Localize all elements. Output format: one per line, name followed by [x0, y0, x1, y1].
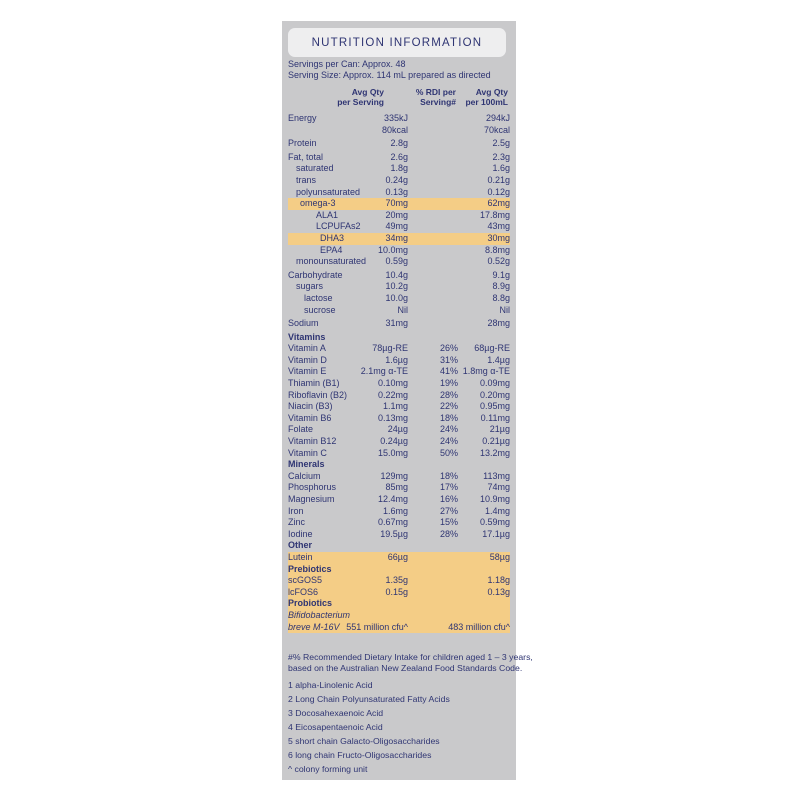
- row-label: Folate: [288, 424, 314, 435]
- table-row: [288, 175, 510, 187]
- row-label: Vitamin B6: [288, 412, 332, 423]
- row-label: sugars: [296, 281, 324, 292]
- row-value-c1: 34mg: [385, 232, 408, 243]
- row-value-c3: 1.18g: [487, 575, 510, 586]
- row-value-c1: 2.6g: [390, 151, 408, 162]
- row-label: Protein: [288, 138, 317, 149]
- row-value-c2: 22%: [439, 401, 458, 412]
- footnote-7: ^ colony forming unit: [288, 764, 368, 774]
- row-label: Zinc: [288, 517, 306, 528]
- table-row: [288, 210, 510, 222]
- row-label: Minerals: [288, 459, 325, 470]
- serving-size: Serving Size: Approx. 114 mL prepared as directed: [288, 70, 491, 80]
- table-row: [288, 506, 510, 518]
- table-row: [288, 187, 510, 199]
- row-value-c3: 483 million cfu^: [448, 621, 510, 632]
- row-label: DHA3: [320, 232, 345, 243]
- row-label: lcFOS6: [288, 586, 319, 597]
- table-row: [288, 293, 510, 305]
- header-rdi-per-serving: % RDI per Serving#: [415, 87, 456, 107]
- row-label: Vitamin B12: [288, 436, 337, 447]
- row-value-c3: 68µg-RE: [474, 343, 510, 354]
- table-row: [288, 256, 510, 268]
- row-value-c3: 1.8mg α-TE: [462, 366, 510, 377]
- row-label: Prebiotics: [288, 563, 332, 574]
- row-value-c1: 10.0mg: [377, 244, 408, 255]
- row-label: Iodine: [288, 528, 313, 539]
- table-row: [288, 517, 510, 529]
- row-value-c3: 0.12g: [487, 186, 510, 197]
- table-row: [288, 482, 510, 494]
- table-row: [288, 305, 510, 317]
- row-value-c3: Nil: [499, 304, 510, 315]
- row-value-c1: 2.8g: [390, 138, 408, 149]
- row-label: scGOS5: [288, 575, 323, 586]
- table-row: [288, 390, 510, 402]
- row-value-c3: 8.8g: [492, 292, 510, 303]
- row-value-c1: 0.24µg: [380, 436, 408, 447]
- row-value-c3: 74mg: [487, 482, 510, 493]
- row-value-c3: 17.8mg: [479, 209, 510, 220]
- table-row: [288, 366, 510, 378]
- row-value-c1: 10.0g: [385, 292, 408, 303]
- row-value-c1: 0.10mg: [377, 378, 408, 389]
- table-row: [288, 245, 510, 257]
- table-row: [288, 233, 510, 245]
- section-header: [288, 459, 510, 471]
- row-label: Carbohydrate: [288, 269, 343, 280]
- row-value-c1: 1.35g: [385, 575, 408, 586]
- row-value-c3: 30mg: [487, 232, 510, 243]
- table-row: [288, 113, 510, 125]
- row-value-c1: 80kcal: [381, 124, 408, 135]
- footnote-rdi: #% Recommended Dietary Intake for children aged 1 – 3 years, based on the Australian New Zealand Food Standards Code.: [288, 652, 533, 673]
- row-value-c1: 335kJ: [383, 113, 408, 123]
- row-value-c3: 0.09mg: [479, 378, 510, 389]
- row-value-c3: 70kcal: [483, 124, 510, 135]
- row-value-c2: 17%: [439, 482, 458, 493]
- row-label: breve M-16V: [288, 621, 340, 632]
- row-value-c3: 0.59mg: [479, 517, 510, 528]
- row-label: Phosphorus: [288, 482, 337, 493]
- footnote-1: 1 alpha-Linolenic Acid: [288, 680, 373, 690]
- footnote-5: 5 short chain Galacto-Oligosaccharides: [288, 736, 440, 746]
- row-label: Vitamins: [288, 331, 326, 342]
- table-row: [288, 378, 510, 390]
- section-header: [288, 598, 510, 610]
- row-value-c3: 113mg: [483, 470, 510, 481]
- row-value-c2: 41%: [439, 366, 458, 377]
- table-row: [288, 529, 510, 541]
- row-label: polyunsaturated: [296, 186, 361, 197]
- row-value-c2: 50%: [439, 447, 458, 458]
- row-label: Riboflavin (B2): [288, 389, 348, 400]
- row-label: Energy: [288, 113, 317, 123]
- row-label: Iron: [288, 505, 304, 516]
- row-value-c1: 0.13g: [385, 186, 408, 197]
- row-label: Magnesium: [288, 494, 335, 504]
- row-value-c1: 0.13mg: [377, 412, 408, 423]
- row-value-c1: 70mg: [385, 198, 408, 209]
- nutrition-panel: [282, 21, 533, 780]
- row-value-c1: 0.15g: [385, 586, 408, 597]
- row-value-c1: 20mg: [385, 209, 408, 220]
- row-value-c3: 294kJ: [485, 113, 510, 123]
- row-value-c3: 8.8mg: [484, 244, 510, 255]
- row-value-c3: 9.1g: [492, 269, 510, 280]
- row-label: monounsaturated: [296, 256, 367, 267]
- row-label: trans: [296, 174, 317, 185]
- nutrition-title: NUTRITION INFORMATION: [288, 28, 506, 57]
- footnote-3: 3 Docosahexaenoic Acid: [288, 708, 384, 718]
- row-value-c3: 62mg: [487, 198, 510, 209]
- row-label: sucrose: [304, 304, 336, 315]
- row-value-c3: 13.2mg: [479, 447, 510, 458]
- table-row: [288, 270, 510, 282]
- row-label: saturated: [296, 163, 334, 174]
- header-avg-qty-per-serving: Avg Qty per Serving: [337, 87, 384, 107]
- section-header: [288, 332, 510, 344]
- row-value-c1: 10.4g: [385, 269, 408, 280]
- table-row: [288, 471, 510, 483]
- row-label: Bifidobacterium: [288, 609, 351, 620]
- row-value-c1: 1.1mg: [382, 401, 408, 412]
- row-value-c3: 10.9mg: [479, 494, 510, 504]
- row-value-c3: 0.21g: [487, 174, 510, 185]
- row-value-c2: 24%: [439, 436, 458, 447]
- row-value-c1: 0.59g: [385, 256, 408, 267]
- table-row: [288, 125, 510, 137]
- row-value-c3: 21µg: [489, 424, 510, 435]
- row-value-c3: 28mg: [487, 318, 510, 329]
- row-value-c1: 0.67mg: [377, 517, 408, 528]
- row-value-c3: 1.4µg: [487, 354, 510, 365]
- table-row: [288, 413, 510, 425]
- row-value-c1: 1.6mg: [382, 505, 408, 516]
- row-label: Vitamin D: [288, 354, 327, 365]
- row-value-c2: 16%: [439, 494, 458, 504]
- row-value-c2: 28%: [439, 528, 458, 539]
- row-value-c1: 10.2g: [385, 281, 408, 292]
- table-row: [288, 163, 510, 175]
- row-value-c1: 551 million cfu^: [346, 621, 408, 632]
- row-value-c1: 15.0mg: [377, 447, 408, 458]
- row-value-c1: 129mg: [380, 470, 408, 481]
- row-label: LCPUFAs2: [316, 221, 361, 232]
- row-value-c3: 17.1µg: [482, 528, 510, 539]
- row-value-c3: 0.95mg: [479, 401, 510, 412]
- row-value-c3: 2.5g: [492, 138, 510, 149]
- header-avg-qty-per-100ml: Avg Qty per 100mL: [465, 87, 508, 107]
- row-value-c3: 8.9g: [492, 281, 510, 292]
- row-value-c1: 85mg: [385, 482, 408, 493]
- row-label: Vitamin E: [288, 366, 327, 377]
- row-label: Lutein: [288, 551, 313, 562]
- row-value-c1: 19.5µg: [380, 528, 408, 539]
- row-value-c1: 24µg: [387, 424, 408, 435]
- table-row: [288, 318, 510, 330]
- row-value-c1: 1.8g: [390, 163, 408, 174]
- row-label: omega-3: [300, 198, 336, 209]
- table-row: [288, 448, 510, 460]
- table-row: [288, 622, 510, 634]
- row-value-c2: 15%: [439, 517, 458, 528]
- row-value-c1: 2.1mg α-TE: [360, 366, 408, 377]
- row-value-c1: Nil: [397, 304, 408, 315]
- table-row: [288, 355, 510, 367]
- table-row: [288, 610, 510, 622]
- row-label: Vitamin C: [288, 447, 327, 458]
- row-value-c2: 26%: [439, 343, 458, 354]
- row-value-c2: 31%: [439, 354, 458, 365]
- nutrition-table: [288, 113, 510, 633]
- row-label: Other: [288, 540, 313, 551]
- row-value-c1: 0.24g: [385, 174, 408, 185]
- servings-per-can: Servings per Can: Approx. 48: [288, 59, 406, 69]
- row-label: EPA4: [320, 244, 343, 255]
- row-value-c3: 2.3g: [492, 151, 510, 162]
- table-row: [288, 343, 510, 355]
- table-row: [288, 494, 510, 506]
- row-value-c2: 28%: [439, 389, 458, 400]
- table-row: [288, 152, 510, 164]
- row-label: Probiotics: [288, 598, 333, 609]
- row-value-c3: 0.52g: [487, 256, 510, 267]
- row-value-c1: 66µg: [387, 551, 408, 562]
- row-value-c1: 0.22mg: [377, 389, 408, 400]
- row-value-c1: 12.4mg: [377, 494, 408, 504]
- row-label: Fat, total: [288, 151, 324, 162]
- row-label: Calcium: [288, 470, 321, 481]
- row-value-c2: 19%: [439, 378, 458, 389]
- row-value-c3: 0.13g: [487, 586, 510, 597]
- row-label: Sodium: [288, 318, 319, 329]
- row-value-c2: 18%: [439, 470, 458, 481]
- footnote-4: 4 Eicosapentaenoic Acid: [288, 722, 383, 732]
- row-value-c2: 24%: [439, 424, 458, 435]
- row-value-c3: 0.21µg: [482, 436, 510, 447]
- table-row: [288, 424, 510, 436]
- table-row: [288, 436, 510, 448]
- table-row: [288, 198, 510, 210]
- table-row: [288, 401, 510, 413]
- table-row: [288, 552, 510, 564]
- row-value-c3: 43mg: [487, 221, 510, 232]
- row-label: Vitamin A: [288, 343, 326, 354]
- row-value-c1: 49mg: [385, 221, 408, 232]
- row-value-c2: 18%: [439, 412, 458, 423]
- row-label: Niacin (B3): [288, 401, 333, 412]
- row-value-c3: 0.11mg: [480, 412, 510, 423]
- table-row: [288, 138, 510, 150]
- row-value-c1: 78µg-RE: [372, 343, 408, 354]
- row-value-c2: 27%: [439, 505, 458, 516]
- footnote-6: 6 long chain Fructo-Oligosaccharides: [288, 750, 432, 760]
- row-value-c3: 0.20mg: [479, 389, 510, 400]
- table-row: [288, 587, 510, 599]
- row-label: lactose: [304, 292, 333, 303]
- row-value-c3: 58µg: [489, 551, 510, 562]
- table-row: [288, 575, 510, 587]
- footnote-2: 2 Long Chain Polyunsaturated Fatty Acids: [288, 694, 450, 704]
- row-value-c3: 1.6g: [492, 163, 510, 174]
- row-label: ALA1: [316, 209, 339, 220]
- row-label: Thiamin (B1): [288, 378, 340, 389]
- row-value-c3: 1.4mg: [484, 505, 510, 516]
- table-row: [288, 281, 510, 293]
- table-row: [288, 221, 510, 233]
- row-value-c1: 1.6µg: [385, 354, 408, 365]
- row-value-c1: 31mg: [385, 318, 408, 329]
- section-header: [288, 540, 510, 552]
- section-header: [288, 564, 510, 576]
